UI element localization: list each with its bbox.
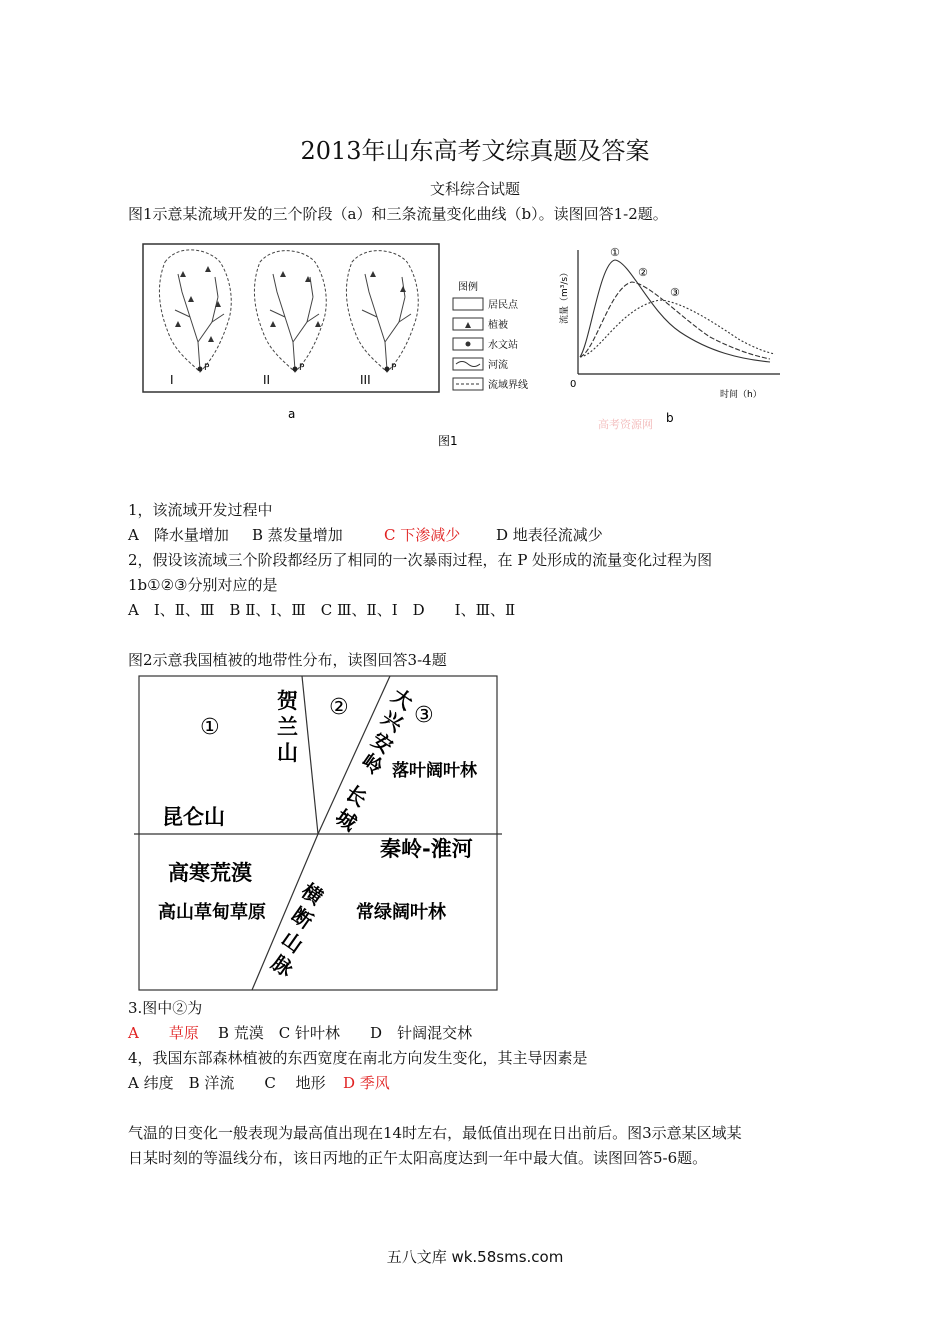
svg-text:脉: 脉 (267, 950, 298, 982)
page-subtitle: 文科综合试题 (429, 180, 520, 198)
q1-option-b: B 蒸发量增加 (252, 526, 343, 544)
gaohan-label: 高寒荒漠 (168, 861, 252, 885)
changcheng-label (331, 780, 371, 836)
q4-stem: 4，我国东部森林植被的东西宽度在南北方向发生变化，其主导因素是 (128, 1049, 588, 1067)
intro-figure-2: 图2示意我国植被的地带性分布，读图回答3-4题 (128, 651, 447, 669)
qinling-label: 秦岭-淮河 (380, 837, 473, 861)
label-a: a (288, 407, 296, 421)
legend-title: 图例 (458, 282, 478, 293)
q3-options-rest: B 荒漠 C 针叶林 D 针阔混交林 (218, 1024, 473, 1042)
q1-option-d: D 地表径流减少 (496, 526, 603, 544)
stage-3-label: III (360, 373, 371, 387)
vegetation-marks (175, 266, 406, 342)
legend-item-vegetation: 植被 (488, 320, 508, 331)
legend-item-boundary: 流域界线 (488, 380, 528, 391)
page-title: 2013年山东高考文综真题及答案 (300, 137, 650, 165)
curve-1 (580, 260, 770, 362)
svg-text:兴: 兴 (377, 705, 408, 737)
point-p-1: P (204, 363, 210, 373)
intro-figure-1: 图1示意某流域开发的三个阶段（a）和三条流量变化曲线（b）。读图回答1-2题。 (128, 205, 668, 223)
q1-option-a: A 降水量增加 (128, 526, 229, 544)
footer: 五八文库 wk.58sms.com (386, 1248, 564, 1266)
legend-item-settlement: 居民点 (488, 300, 518, 311)
svg-text:贺: 贺 (277, 689, 298, 713)
hengduan-label (267, 878, 327, 982)
q4-options-rest: A 纬度 B 洋流 C 地形 (128, 1074, 326, 1092)
legend-item-station: 水文站 (488, 340, 518, 351)
point-p-2: P (299, 363, 305, 373)
q1-stem: 1，该流域开发过程中 (128, 501, 273, 519)
svg-text:断: 断 (287, 902, 318, 934)
svg-text:横: 横 (297, 878, 328, 910)
zone-2: ② (329, 695, 349, 720)
q3-option-a-answer: A 草原 (128, 1024, 199, 1042)
q2-options: A Ⅰ、Ⅱ、Ⅲ B Ⅱ、Ⅰ、Ⅲ C Ⅲ、Ⅱ、Ⅰ D Ⅰ、Ⅲ、Ⅱ (128, 601, 516, 619)
basin-1 (159, 250, 231, 372)
fig1b-xlabel: 时间（h） (720, 390, 762, 400)
svg-text:安: 安 (367, 727, 398, 759)
svg-text:山: 山 (277, 926, 308, 958)
svg-text:兰: 兰 (277, 715, 298, 739)
curve-2-label: ② (638, 266, 648, 279)
point-p-3: P (391, 363, 397, 373)
fig1-caption: 图1 (438, 434, 458, 448)
q1-option-c-answer: C 下渗减少 (384, 526, 461, 544)
fig1b-origin: 0 (570, 379, 577, 390)
svg-text:城: 城 (331, 804, 362, 836)
figure-2 (134, 674, 504, 994)
svg-text:山: 山 (277, 741, 298, 765)
watermark: 高考资源网 (598, 418, 653, 431)
fig1b-ylabel: 流量（m³/s） (560, 267, 570, 324)
zone-3: ③ (414, 703, 434, 728)
basin-2 (254, 251, 326, 372)
q2-stem-line1: 2，假设该流域三个阶段都经历了相同的一次暴雨过程，在 P 处形成的流量变化过程为图 (128, 551, 713, 569)
zone-1: ① (200, 715, 220, 740)
basin-3 (346, 251, 418, 372)
q2-stem-line2: 1b①②③分别对应的是 (128, 576, 278, 594)
q4-option-d-answer: D 季风 (343, 1074, 390, 1092)
svg-text:岭: 岭 (357, 748, 388, 780)
stations (198, 367, 390, 372)
legend-item-river: 河流 (488, 360, 508, 371)
stage-1-label: I (170, 373, 174, 387)
changlv-label: 常绿阔叶林 (356, 902, 446, 923)
svg-text:大: 大 (387, 683, 418, 715)
figure-1 (120, 232, 820, 462)
helan-label (277, 689, 299, 765)
luoye-label: 落叶阔叶林 (392, 761, 477, 781)
intro-figure-3-line1: 气温的日变化一般表现为最高值出现在14时左右，最低值出现在日出前后。图3示意某区域某 (128, 1124, 742, 1142)
svg-text:长: 长 (341, 780, 372, 812)
q3-stem: 3.图中②为 (128, 999, 203, 1017)
kunlun-label: 昆仑山 (162, 805, 225, 829)
label-b: b (666, 411, 674, 425)
intro-figure-3-line2: 日某时刻的等温线分布，该日丙地的正午太阳高度达到一年中最大值。读图回答5-6题。 (128, 1149, 708, 1167)
curve-3-label: ③ (670, 286, 680, 299)
gaoshan-label: 高山草甸草原 (158, 902, 266, 923)
stage-2-label: II (263, 373, 271, 387)
fig2-helan-line (302, 676, 318, 834)
curve-1-label: ① (610, 246, 620, 259)
legend (453, 298, 528, 391)
